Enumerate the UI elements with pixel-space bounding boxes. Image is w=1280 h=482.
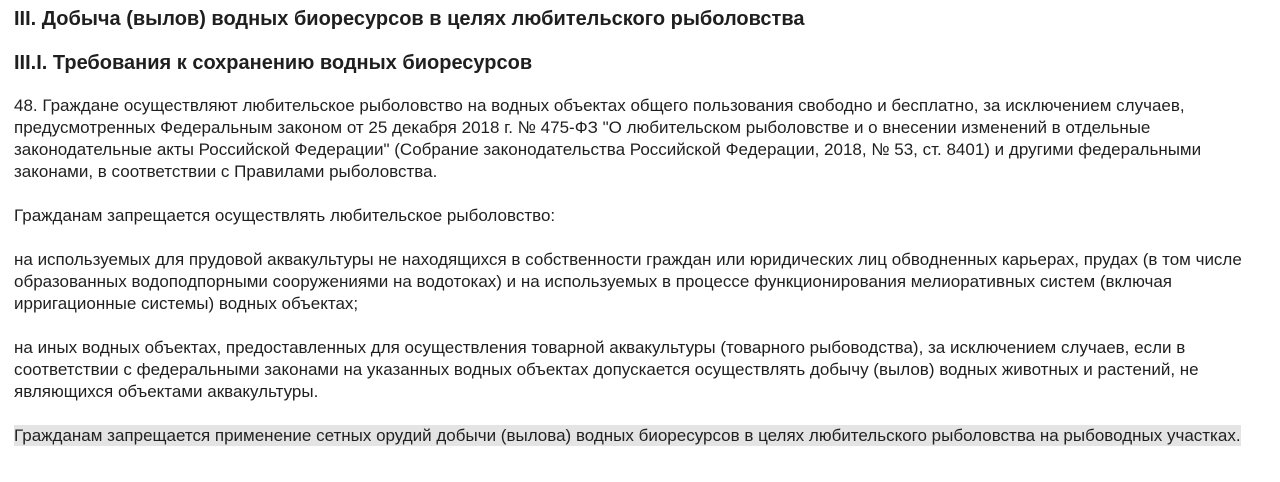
section-title: III. Добыча (вылов) водных биоресурсов в целях любительского рыболовства bbox=[14, 8, 805, 30]
paragraph-prohibition-intro: Гражданам запрещается осуществлять любительское рыболовство: bbox=[14, 206, 556, 225]
paragraph-prohibition-commercial-aquaculture: на иных водных объектах, предоставленных для осуществления товарной аквакультуры (товарного рыбоводства), за исключением случаев, если в соответствии с федеральными законами на указанных водных объектах допускается осуществлять добычу (вылов) водных животных и растений, не являющихся объектами аквакультуры. bbox=[14, 338, 1199, 401]
subsection-title: III.I. Требования к сохранению водных биоресурсов bbox=[14, 52, 533, 74]
paragraph-prohibition-pond-aquaculture: на используемых для прудовой аквакультуры не находящихся в собственности граждан или юридических лиц обводненных карьерах, прудах (в том числе образованных водоподпорными сооружениями на водотоках) и на используемых в процессе функционирования мелиоративных систем (включая ирригационные системы) водных объектах; bbox=[14, 250, 1242, 313]
highlighted-text: Гражданам запрещается применение сетных орудий добычи (вылова) водных биоресурсов в целях любительского рыболовства на рыбоводных участках. bbox=[14, 426, 1241, 445]
paragraph-net-gear-prohibition bbox=[14, 425, 1266, 447]
paragraph-48: 48. Граждане осуществляют любительское рыболовство на водных объектах общего пользования свободно и бесплатно, за исключением случаев, предусмотренных Федеральным законом от 25 декабря 2018 г. № 475-ФЗ "О любительском рыболовстве и о внесении изменений в отдельные законодательные акты Российской Федерации" (Собрание законодательства Российской Федерации, 2018, № 53, ст. 8401) и другими федеральными законами, в соответствии с Правилами рыболовства. bbox=[14, 96, 1202, 181]
